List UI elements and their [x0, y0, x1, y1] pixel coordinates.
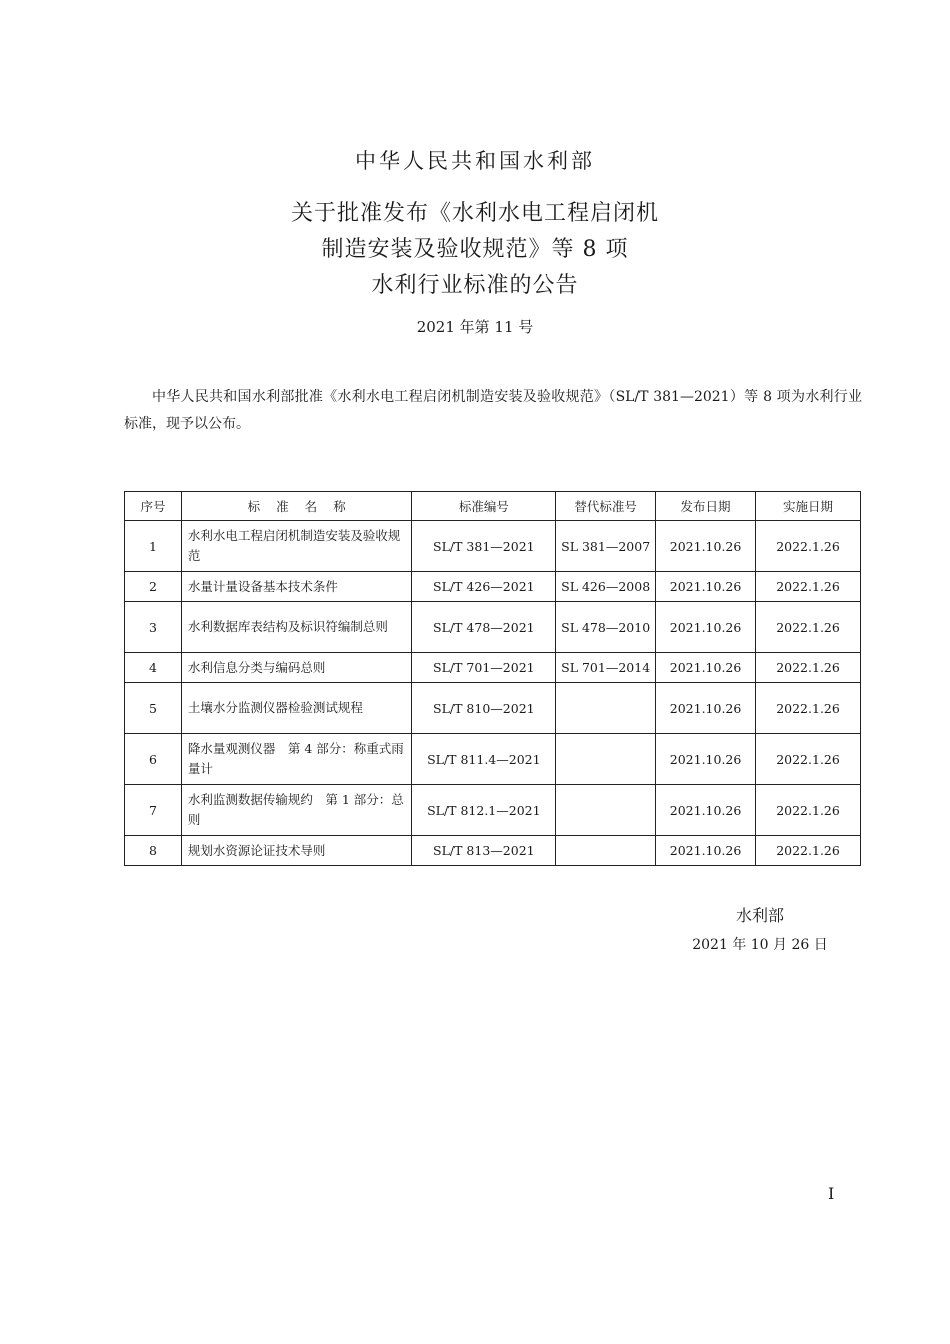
- table-row: [125, 734, 861, 785]
- cell-effective: 2022.1.26: [756, 653, 861, 683]
- cell-code: SL/T 381—2021: [412, 521, 556, 572]
- document-number: 2021 年第 11 号: [416, 318, 534, 336]
- cell-replaced: SL 426—2008: [556, 572, 656, 602]
- header-effective: 实施日期: [756, 492, 861, 521]
- signature: 水利部: [735, 906, 784, 925]
- table-row: [125, 653, 861, 683]
- cell-published: 2021.10.26: [656, 653, 756, 683]
- cell-replaced: [556, 785, 656, 836]
- header-name: [181, 492, 412, 521]
- cell-published: 2021.10.26: [656, 734, 756, 785]
- cell-code: SL/T 426—2021: [412, 572, 556, 602]
- cell-effective: 2022.1.26: [756, 734, 861, 785]
- cell-published: 2021.10.26: [656, 572, 756, 602]
- cell-effective: 2022.1.26: [756, 683, 861, 734]
- header-name-char: 名: [304, 499, 318, 514]
- cell-seq: 2: [125, 572, 182, 602]
- title-line-2: 制造安装及验收规范》等 8 项: [321, 237, 629, 262]
- cell-effective: 2022.1.26: [756, 836, 861, 866]
- cell-replaced: [556, 734, 656, 785]
- cell-published: 2021.10.26: [656, 602, 756, 653]
- standards-table: [124, 491, 861, 866]
- cell-seq: 7: [125, 785, 182, 836]
- cell-replaced: [556, 836, 656, 866]
- title-line-3: 水利行业标准的公告: [371, 273, 579, 298]
- cell-replaced: SL 701—2014: [556, 653, 656, 683]
- announcement-body: 中华人民共和国水利部批准《水利水电工程启闭机制造安装及验收规范》（SL/T 381—2021）等 8 项为水利行业标准，现予以公布。: [124, 389, 862, 432]
- cell-effective: 2022.1.26: [756, 572, 861, 602]
- cell-effective: 2022.1.26: [756, 521, 861, 572]
- cell-replaced: SL 478—2010: [556, 602, 656, 653]
- cell-code: SL/T 810—2021: [412, 683, 556, 734]
- signature-date: 2021 年 10 月 26 日: [692, 937, 828, 953]
- cell-name: 土壤水分监测仪器检验测试规程: [181, 683, 412, 734]
- header-name-char: 称: [333, 499, 346, 514]
- header-seq: 序号: [125, 492, 182, 521]
- page-number: I: [828, 1184, 835, 1203]
- cell-name: 水利信息分类与编码总则: [181, 653, 412, 683]
- cell-code: SL/T 701—2021: [412, 653, 556, 683]
- cell-seq: 6: [125, 734, 182, 785]
- header-name-char: 标: [247, 499, 261, 514]
- cell-seq: 5: [125, 683, 182, 734]
- cell-code: SL/T 812.1—2021: [412, 785, 556, 836]
- cell-replaced: [556, 683, 656, 734]
- cell-name: 水利数据库表结构及标识符编制总则: [181, 602, 412, 653]
- cell-published: 2021.10.26: [656, 785, 756, 836]
- cell-seq: 4: [125, 653, 182, 683]
- table-row: [125, 572, 861, 602]
- cell-name: 规划水资源论证技术导则: [181, 836, 412, 866]
- cell-published: 2021.10.26: [656, 521, 756, 572]
- table-row: [125, 602, 861, 653]
- cell-effective: 2022.1.26: [756, 602, 861, 653]
- cell-name: 水利水电工程启闭机制造安装及验收规范: [181, 521, 412, 572]
- header-published: 发布日期: [656, 492, 756, 521]
- title-line-1: 关于批准发布《水利水电工程启闭机: [290, 201, 659, 226]
- header-name-char: 准: [276, 499, 289, 514]
- cell-effective: 2022.1.26: [756, 785, 861, 836]
- cell-name: 水量计量设备基本技术条件: [181, 572, 412, 602]
- header-code: 标准编号: [412, 492, 556, 521]
- cell-published: 2021.10.26: [656, 836, 756, 866]
- table-row: [125, 683, 861, 734]
- cell-published: 2021.10.26: [656, 683, 756, 734]
- cell-seq: 1: [125, 521, 182, 572]
- cell-name: 降水量观测仪器 第 4 部分：称重式雨量计: [181, 734, 412, 785]
- issuer-heading: 中华人民共和国水利部: [355, 149, 595, 173]
- table-row: [125, 785, 861, 836]
- cell-seq: 3: [125, 602, 182, 653]
- cell-code: SL/T 811.4—2021: [412, 734, 556, 785]
- cell-seq: 8: [125, 836, 182, 866]
- header-replaced: 替代标准号: [556, 492, 656, 521]
- table-row: [125, 836, 861, 866]
- cell-replaced: SL 381—2007: [556, 521, 656, 572]
- cell-code: SL/T 813—2021: [412, 836, 556, 866]
- table-row: [125, 521, 861, 572]
- cell-name: 水利监测数据传输规约 第 1 部分：总则: [181, 785, 412, 836]
- table-header-row: [125, 492, 861, 521]
- cell-code: SL/T 478—2021: [412, 602, 556, 653]
